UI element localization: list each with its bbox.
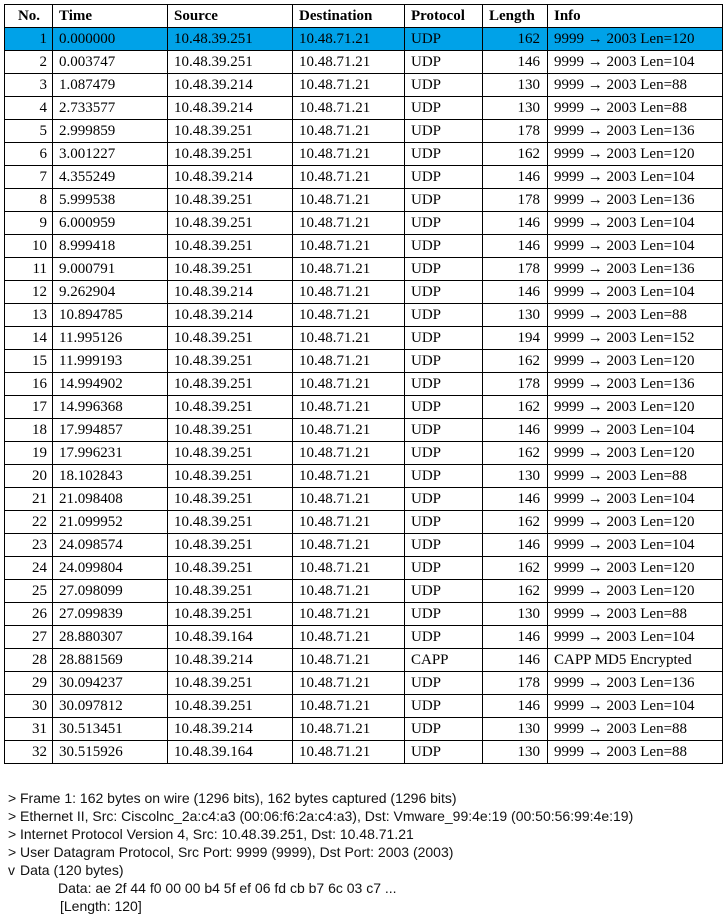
- packet-length: 146: [483, 488, 548, 511]
- expand-arrow-icon[interactable]: >: [8, 808, 17, 824]
- packet-info: 9999 → 2003 Len=88: [548, 74, 723, 97]
- packet-source: 10.48.39.251: [168, 695, 293, 718]
- packet-destination: 10.48.71.21: [293, 534, 405, 557]
- packet-time: 30.094237: [53, 672, 168, 695]
- packet-protocol: UDP: [405, 212, 483, 235]
- packet-source: 10.48.39.251: [168, 557, 293, 580]
- packet-protocol: UDP: [405, 442, 483, 465]
- column-header-length[interactable]: Length: [483, 5, 548, 28]
- packet-length: 130: [483, 741, 548, 764]
- column-header-row: [5, 5, 723, 28]
- packet-row[interactable]: [5, 166, 723, 189]
- packet-row[interactable]: [5, 557, 723, 580]
- packet-protocol: UDP: [405, 626, 483, 649]
- packet-protocol: UDP: [405, 258, 483, 281]
- packet-source: 10.48.39.164: [168, 741, 293, 764]
- packet-time: 21.098408: [53, 488, 168, 511]
- packet-destination: 10.48.71.21: [293, 235, 405, 258]
- packet-time: 6.000959: [53, 212, 168, 235]
- packet-destination: 10.48.71.21: [293, 281, 405, 304]
- packet-length: 146: [483, 649, 548, 672]
- packet-row[interactable]: [5, 695, 723, 718]
- detail-data-length[interactable]: [Length: 120]: [60, 898, 142, 914]
- packet-row[interactable]: [5, 350, 723, 373]
- packet-row[interactable]: [5, 28, 723, 51]
- packet-info: 9999 → 2003 Len=120: [548, 28, 723, 51]
- packet-destination: 10.48.71.21: [293, 580, 405, 603]
- packet-info: 9999 → 2003 Len=104: [548, 488, 723, 511]
- packet-source: 10.48.39.251: [168, 419, 293, 442]
- packet-destination: 10.48.71.21: [293, 28, 405, 51]
- packet-no: 17: [5, 396, 53, 419]
- packet-destination: 10.48.71.21: [293, 143, 405, 166]
- packet-no: 11: [5, 258, 53, 281]
- packet-row[interactable]: [5, 672, 723, 695]
- packet-details-pane: [8, 789, 720, 915]
- packet-no: 25: [5, 580, 53, 603]
- packet-row[interactable]: [5, 442, 723, 465]
- packet-protocol: UDP: [405, 189, 483, 212]
- column-header-time[interactable]: Time: [53, 5, 168, 28]
- packet-row[interactable]: [5, 741, 723, 764]
- packet-row[interactable]: [5, 488, 723, 511]
- packet-time: 11.999193: [53, 350, 168, 373]
- packet-destination: 10.48.71.21: [293, 373, 405, 396]
- packet-destination: 10.48.71.21: [293, 51, 405, 74]
- packet-length: 178: [483, 189, 548, 212]
- detail-ethernet[interactable]: > Ethernet II, Src: Ciscolnc_2a:c4:a3 (00:06:f6:2a:c4:a3), Dst: Vmware_99:4e:19 (00:50:56:99:4e:19): [8, 808, 634, 824]
- packet-destination: 10.48.71.21: [293, 419, 405, 442]
- packet-row[interactable]: [5, 51, 723, 74]
- packet-protocol: UDP: [405, 74, 483, 97]
- packet-row[interactable]: [5, 235, 723, 258]
- packet-length: 146: [483, 695, 548, 718]
- packet-time: 5.999538: [53, 189, 168, 212]
- packet-info: 9999 → 2003 Len=152: [548, 327, 723, 350]
- packet-protocol: UDP: [405, 534, 483, 557]
- packet-row[interactable]: [5, 373, 723, 396]
- detail-udp[interactable]: > User Datagram Protocol, Src Port: 9999 (9999), Dst Port: 2003 (2003): [8, 844, 454, 860]
- expand-arrow-icon[interactable]: >: [8, 826, 17, 842]
- packet-no: 4: [5, 97, 53, 120]
- packet-source: 10.48.39.251: [168, 327, 293, 350]
- packet-source: 10.48.39.251: [168, 235, 293, 258]
- packet-no: 18: [5, 419, 53, 442]
- packet-length: 146: [483, 281, 548, 304]
- packet-info: 9999 → 2003 Len=104: [548, 235, 723, 258]
- packet-no: 10: [5, 235, 53, 258]
- packet-source: 10.48.39.214: [168, 718, 293, 741]
- packet-row[interactable]: [5, 511, 723, 534]
- packet-info: 9999 → 2003 Len=104: [548, 534, 723, 557]
- column-header-protocol[interactable]: Protocol: [405, 5, 483, 28]
- packet-destination: 10.48.71.21: [293, 488, 405, 511]
- packet-source: 10.48.39.251: [168, 580, 293, 603]
- packet-time: 2.999859: [53, 120, 168, 143]
- packet-source: 10.48.39.251: [168, 442, 293, 465]
- packet-source: 10.48.39.251: [168, 396, 293, 419]
- packet-time: 27.099839: [53, 603, 168, 626]
- packet-protocol: UDP: [405, 166, 483, 189]
- packet-destination: 10.48.71.21: [293, 695, 405, 718]
- packet-destination: 10.48.71.21: [293, 97, 405, 120]
- packet-destination: 10.48.71.21: [293, 718, 405, 741]
- detail-ip[interactable]: > Internet Protocol Version 4, Src: 10.48.39.251, Dst: 10.48.71.21: [8, 826, 414, 842]
- packet-no: 14: [5, 327, 53, 350]
- packet-source: 10.48.39.251: [168, 51, 293, 74]
- packet-source: 10.48.39.251: [168, 603, 293, 626]
- packet-protocol: UDP: [405, 304, 483, 327]
- packet-length: 162: [483, 442, 548, 465]
- packet-no: 9: [5, 212, 53, 235]
- packet-row[interactable]: [5, 120, 723, 143]
- packet-protocol: UDP: [405, 396, 483, 419]
- packet-time: 30.097812: [53, 695, 168, 718]
- packet-protocol: UDP: [405, 419, 483, 442]
- packet-time: 4.355249: [53, 166, 168, 189]
- packet-protocol: UDP: [405, 327, 483, 350]
- packet-length: 146: [483, 534, 548, 557]
- packet-time: 18.102843: [53, 465, 168, 488]
- packet-rows: [5, 28, 723, 764]
- packet-info: 9999 → 2003 Len=136: [548, 373, 723, 396]
- column-header-no[interactable]: No.: [5, 5, 53, 28]
- packet-list: [4, 4, 723, 764]
- packet-no: 7: [5, 166, 53, 189]
- packet-length: 130: [483, 603, 548, 626]
- packet-no: 3: [5, 74, 53, 97]
- packet-protocol: UDP: [405, 235, 483, 258]
- packet-info: 9999 → 2003 Len=136: [548, 672, 723, 695]
- packet-no: 12: [5, 281, 53, 304]
- packet-info: 9999 → 2003 Len=120: [548, 580, 723, 603]
- packet-protocol: UDP: [405, 281, 483, 304]
- packet-source: 10.48.39.251: [168, 511, 293, 534]
- packet-no: 1: [5, 28, 53, 51]
- packet-no: 28: [5, 649, 53, 672]
- packet-source: 10.48.39.164: [168, 626, 293, 649]
- packet-row[interactable]: [5, 327, 723, 350]
- packet-time: 0.003747: [53, 51, 168, 74]
- packet-length: 194: [483, 327, 548, 350]
- packet-destination: 10.48.71.21: [293, 741, 405, 764]
- packet-source: 10.48.39.251: [168, 189, 293, 212]
- packet-protocol: UDP: [405, 465, 483, 488]
- packet-time: 9.000791: [53, 258, 168, 281]
- packet-destination: 10.48.71.21: [293, 672, 405, 695]
- packet-protocol: UDP: [405, 672, 483, 695]
- packet-time: 17.996231: [53, 442, 168, 465]
- column-header-source[interactable]: Source: [168, 5, 293, 28]
- packet-no: 13: [5, 304, 53, 327]
- packet-no: 22: [5, 511, 53, 534]
- packet-destination: 10.48.71.21: [293, 465, 405, 488]
- packet-destination: 10.48.71.21: [293, 74, 405, 97]
- packet-info: 9999 → 2003 Len=104: [548, 281, 723, 304]
- packet-time: 30.513451: [53, 718, 168, 741]
- packet-source: 10.48.39.214: [168, 97, 293, 120]
- packet-row[interactable]: [5, 258, 723, 281]
- packet-destination: 10.48.71.21: [293, 396, 405, 419]
- packet-destination: 10.48.71.21: [293, 258, 405, 281]
- packet-time: 24.098574: [53, 534, 168, 557]
- packet-destination: 10.48.71.21: [293, 626, 405, 649]
- packet-no: 31: [5, 718, 53, 741]
- packet-length: 146: [483, 419, 548, 442]
- packet-no: 5: [5, 120, 53, 143]
- packet-destination: 10.48.71.21: [293, 350, 405, 373]
- packet-protocol: UDP: [405, 603, 483, 626]
- packet-destination: 10.48.71.21: [293, 304, 405, 327]
- packet-source: 10.48.39.251: [168, 350, 293, 373]
- packet-protocol: UDP: [405, 695, 483, 718]
- packet-info: 9999 → 2003 Len=88: [548, 741, 723, 764]
- packet-length: 178: [483, 258, 548, 281]
- packet-time: 1.087479: [53, 74, 168, 97]
- packet-source: 10.48.39.214: [168, 281, 293, 304]
- packet-row[interactable]: [5, 143, 723, 166]
- packet-info: 9999 → 2003 Len=120: [548, 396, 723, 419]
- packet-info: 9999 → 2003 Len=88: [548, 304, 723, 327]
- packet-length: 162: [483, 580, 548, 603]
- packet-source: 10.48.39.251: [168, 28, 293, 51]
- packet-destination: 10.48.71.21: [293, 649, 405, 672]
- packet-no: 21: [5, 488, 53, 511]
- packet-info: 9999 → 2003 Len=104: [548, 51, 723, 74]
- packet-length: 130: [483, 74, 548, 97]
- packet-protocol: UDP: [405, 350, 483, 373]
- packet-row[interactable]: [5, 626, 723, 649]
- packet-source: 10.48.39.251: [168, 120, 293, 143]
- packet-info: 9999 → 2003 Len=120: [548, 557, 723, 580]
- packet-protocol: UDP: [405, 120, 483, 143]
- packet-source: 10.48.39.251: [168, 258, 293, 281]
- packet-no: 6: [5, 143, 53, 166]
- packet-protocol: UDP: [405, 143, 483, 166]
- packet-length: 130: [483, 718, 548, 741]
- packet-destination: 10.48.71.21: [293, 166, 405, 189]
- packet-time: 27.098099: [53, 580, 168, 603]
- packet-no: 15: [5, 350, 53, 373]
- packet-time: 14.994902: [53, 373, 168, 396]
- packet-row[interactable]: [5, 603, 723, 626]
- packet-row[interactable]: [5, 718, 723, 741]
- column-header-destination[interactable]: Destination: [293, 5, 405, 28]
- packet-length: 162: [483, 511, 548, 534]
- packet-time: 9.262904: [53, 281, 168, 304]
- packet-length: 146: [483, 166, 548, 189]
- packet-protocol: UDP: [405, 557, 483, 580]
- packet-destination: 10.48.71.21: [293, 442, 405, 465]
- packet-no: 30: [5, 695, 53, 718]
- packet-info: 9999 → 2003 Len=88: [548, 97, 723, 120]
- packet-protocol: UDP: [405, 580, 483, 603]
- packet-info: 9999 → 2003 Len=120: [548, 442, 723, 465]
- packet-no: 16: [5, 373, 53, 396]
- collapse-arrow-icon[interactable]: v: [8, 862, 15, 878]
- packet-length: 162: [483, 350, 548, 373]
- packet-no: 8: [5, 189, 53, 212]
- packet-length: 162: [483, 28, 548, 51]
- packet-time: 24.099804: [53, 557, 168, 580]
- packet-info: 9999 → 2003 Len=88: [548, 718, 723, 741]
- packet-destination: 10.48.71.21: [293, 120, 405, 143]
- packet-protocol: UDP: [405, 28, 483, 51]
- packet-destination: 10.48.71.21: [293, 557, 405, 580]
- packet-length: 178: [483, 672, 548, 695]
- packet-length: 146: [483, 212, 548, 235]
- packet-no: 19: [5, 442, 53, 465]
- packet-no: 27: [5, 626, 53, 649]
- packet-info: 9999 → 2003 Len=104: [548, 166, 723, 189]
- packet-no: 29: [5, 672, 53, 695]
- packet-time: 3.001227: [53, 143, 168, 166]
- packet-row[interactable]: [5, 97, 723, 120]
- packet-row[interactable]: [5, 649, 723, 672]
- packet-source: 10.48.39.251: [168, 465, 293, 488]
- packet-length: 130: [483, 304, 548, 327]
- packet-no: 26: [5, 603, 53, 626]
- packet-source: 10.48.39.251: [168, 212, 293, 235]
- packet-info: 9999 → 2003 Len=120: [548, 511, 723, 534]
- packet-time: 2.733577: [53, 97, 168, 120]
- packet-no: 23: [5, 534, 53, 557]
- column-header-info[interactable]: Info: [548, 5, 723, 28]
- packet-protocol: UDP: [405, 718, 483, 741]
- packet-source: 10.48.39.214: [168, 649, 293, 672]
- packet-info: 9999 → 2003 Len=136: [548, 120, 723, 143]
- expand-arrow-icon[interactable]: >: [8, 844, 17, 860]
- packet-row[interactable]: [5, 189, 723, 212]
- packet-protocol: UDP: [405, 511, 483, 534]
- packet-row[interactable]: [5, 281, 723, 304]
- packet-row[interactable]: [5, 465, 723, 488]
- detail-data[interactable]: v Data (120 bytes): [8, 862, 124, 878]
- packet-destination: 10.48.71.21: [293, 603, 405, 626]
- packet-protocol: UDP: [405, 373, 483, 396]
- packet-no: 24: [5, 557, 53, 580]
- detail-data-value[interactable]: Data: ae 2f 44 f0 00 00 b4 5f ef 06 fd cb b7 6c 03 c7 ...: [58, 880, 397, 896]
- packet-info: 9999 → 2003 Len=136: [548, 258, 723, 281]
- packet-time: 11.995126: [53, 327, 168, 350]
- packet-length: 178: [483, 373, 548, 396]
- packet-length: 130: [483, 465, 548, 488]
- packet-row[interactable]: [5, 304, 723, 327]
- packet-info: 9999 → 2003 Len=120: [548, 350, 723, 373]
- packet-length: 178: [483, 120, 548, 143]
- packet-destination: 10.48.71.21: [293, 511, 405, 534]
- packet-time: 28.880307: [53, 626, 168, 649]
- packet-info: 9999 → 2003 Len=104: [548, 212, 723, 235]
- packet-destination: 10.48.71.21: [293, 212, 405, 235]
- packet-source: 10.48.39.214: [168, 166, 293, 189]
- packet-length: 162: [483, 396, 548, 419]
- packet-time: 21.099952: [53, 511, 168, 534]
- packet-protocol: CAPP: [405, 649, 483, 672]
- packet-length: 162: [483, 143, 548, 166]
- packet-time: 10.894785: [53, 304, 168, 327]
- packet-time: 30.515926: [53, 741, 168, 764]
- packet-no: 32: [5, 741, 53, 764]
- packet-protocol: UDP: [405, 741, 483, 764]
- packet-length: 146: [483, 235, 548, 258]
- packet-protocol: UDP: [405, 51, 483, 74]
- packet-time: 17.994857: [53, 419, 168, 442]
- packet-row[interactable]: [5, 580, 723, 603]
- packet-time: 14.996368: [53, 396, 168, 419]
- packet-row[interactable]: [5, 212, 723, 235]
- packet-length: 162: [483, 557, 548, 580]
- detail-frame[interactable]: > Frame 1: 162 bytes on wire (1296 bits), 162 bytes captured (1296 bits): [8, 790, 457, 806]
- packet-time: 8.999418: [53, 235, 168, 258]
- packet-source: 10.48.39.251: [168, 373, 293, 396]
- packet-info: 9999 → 2003 Len=104: [548, 695, 723, 718]
- packet-source: 10.48.39.251: [168, 672, 293, 695]
- packet-row[interactable]: [5, 74, 723, 97]
- packet-time: 28.881569: [53, 649, 168, 672]
- packet-info: 9999 → 2003 Len=88: [548, 603, 723, 626]
- packet-source: 10.48.39.251: [168, 534, 293, 557]
- packet-source: 10.48.39.214: [168, 304, 293, 327]
- packet-destination: 10.48.71.21: [293, 327, 405, 350]
- packet-length: 130: [483, 97, 548, 120]
- packet-info: 9999 → 2003 Len=136: [548, 189, 723, 212]
- packet-row[interactable]: [5, 419, 723, 442]
- packet-row[interactable]: [5, 396, 723, 419]
- packet-source: 10.48.39.214: [168, 74, 293, 97]
- packet-row[interactable]: [5, 534, 723, 557]
- packet-length: 146: [483, 51, 548, 74]
- packet-info: 9999 → 2003 Len=104: [548, 626, 723, 649]
- packet-destination: 10.48.71.21: [293, 189, 405, 212]
- packet-time: 0.000000: [53, 28, 168, 51]
- packet-protocol: UDP: [405, 97, 483, 120]
- packet-info: 9999 → 2003 Len=88: [548, 465, 723, 488]
- expand-arrow-icon[interactable]: >: [8, 790, 17, 806]
- packet-no: 2: [5, 51, 53, 74]
- packet-length: 146: [483, 626, 548, 649]
- packet-no: 20: [5, 465, 53, 488]
- packet-info: 9999 → 2003 Len=120: [548, 143, 723, 166]
- packet-info: CAPP MD5 Encrypted: [548, 649, 723, 672]
- packet-source: 10.48.39.251: [168, 488, 293, 511]
- packet-info: 9999 → 2003 Len=104: [548, 419, 723, 442]
- packet-protocol: UDP: [405, 488, 483, 511]
- packet-source: 10.48.39.251: [168, 143, 293, 166]
